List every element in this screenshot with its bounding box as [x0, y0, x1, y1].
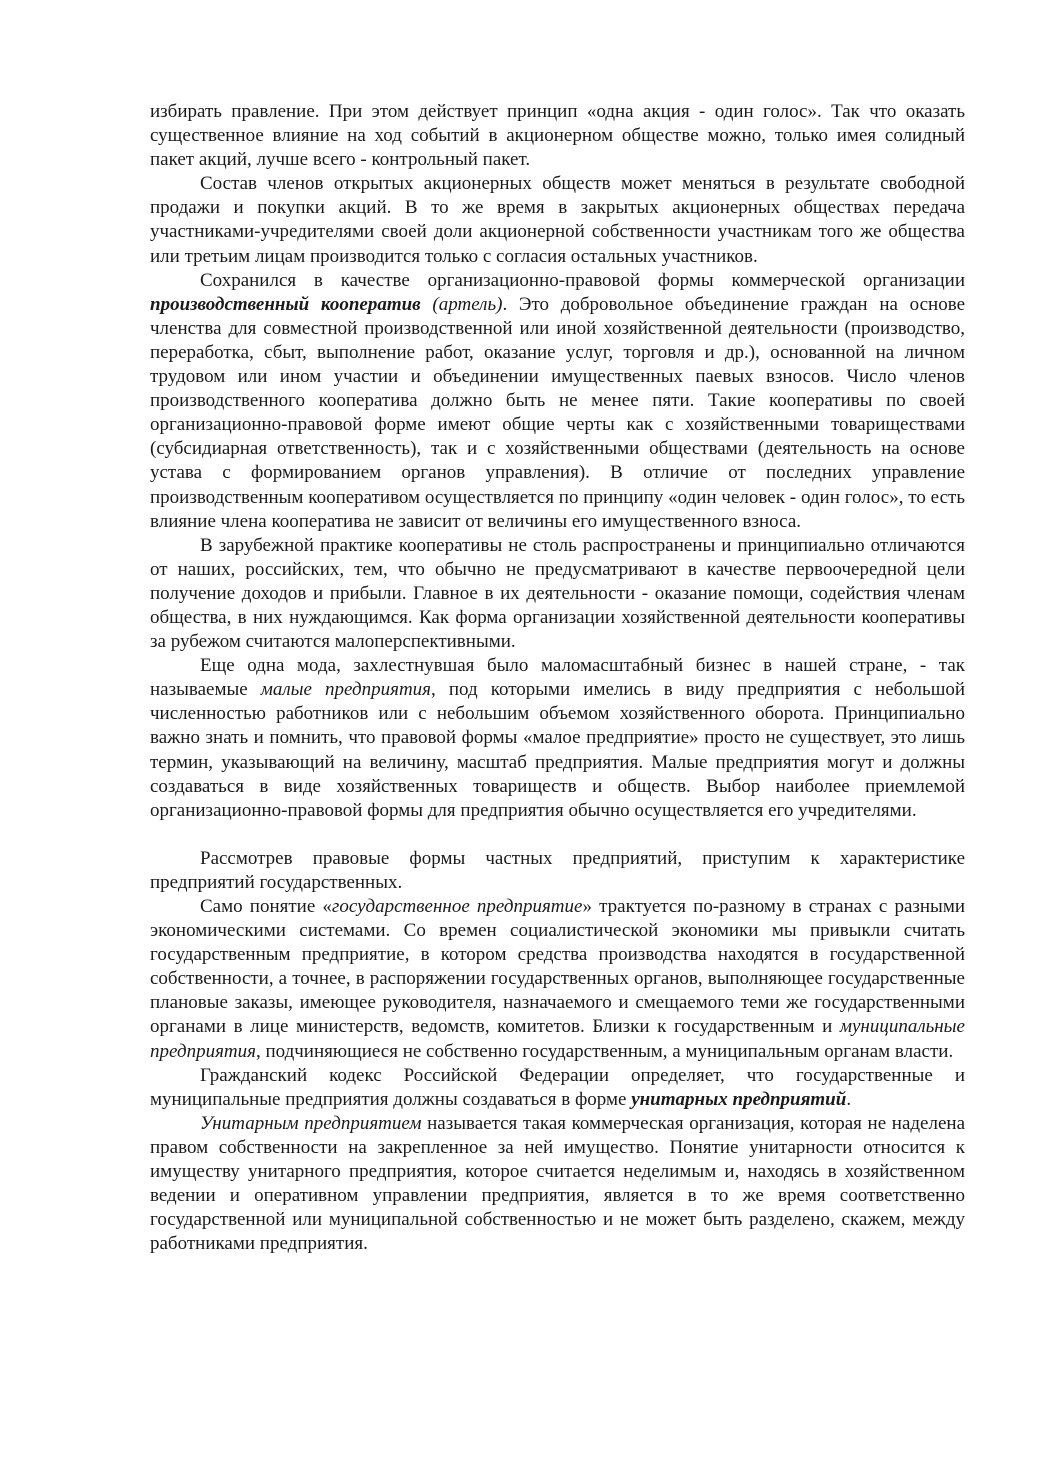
paragraph-gap [150, 823, 965, 847]
paragraph-p8 [150, 1064, 965, 1112]
paragraph-text: , под которыми имелись в виду предприятия с небольшой численностью работников или с небольшим объемом хозяйственного оборота. Принципиально важно знать и помнить, что правовой формы «малое предприятие» просто не существует, это лишь термин, указывающий на величину, масштаб предприятия. Малые предприятия могут и должны создаваться в виде хозяйственных товариществ и обществ. Выбор наиболее приемлемой организационно-правовой формы для предприятия обычно осуществляется его учредителями. [150, 679, 966, 821]
emphasis-text: государственное предприятие [331, 896, 583, 917]
paragraph-p7 [150, 895, 965, 1064]
paragraph-text: избирать правление. При этом действует принцип «одна акция - один голос». Так что оказать существенное влияние на ход событий в акционерном обществе можно, только имея солидный пакет акций, лучше всего - контрольный пакет. [150, 101, 965, 171]
document-page [150, 100, 965, 1256]
paragraph-text: , подчиняющиеся не собственно государственным, а муниципальным органам власти. [255, 1040, 954, 1062]
paragraph-text: Сохранился в качестве организационно-правовой формы коммерческой организации [200, 269, 965, 291]
paragraph-p9 [150, 1112, 965, 1257]
paragraph-text: Еще одна мода, захлестнувшая было маломасштабный бизнес в нашей стране, - так называемые [150, 655, 965, 701]
emphasis-text: малые предприятия [260, 679, 432, 701]
paragraph-text: . Это добровольное объединение граждан на основе членства для совместной производственной или иной хозяйственной деятельности (производство, переработка, сбыт, выполнение работ, оказание услуг, торговля и др.), основанной на личном трудовом или ином участии и объединении имущественных паевых взносов. Число членов производственного кооператива должно быть не менее пяти. Такие кооперативы по своей организационно-правовой форме имеют общие черты как с хозяйственными товариществами (субсидиарная ответственность), так и с хозяйственными обществами (деятельность на основе устава с формированием органов управления). В отличие от последних управление производственным кооперативом осуществляется по принципу «один человек - один голос», то есть влияние члена кооператива не зависит от величины его имущественного взноса. [150, 293, 966, 532]
emphasis-text: унитарных предприятий [631, 1088, 847, 1110]
paragraph-text: . [846, 1088, 852, 1110]
paragraph-p3 [150, 269, 965, 534]
paragraph-text: Гражданский кодекс Российской Федерации определяет, что государственные и муниципальные предприятия должны создаваться в форме [150, 1064, 965, 1110]
paragraph-p6 [150, 847, 965, 895]
paragraph-p5 [150, 654, 965, 823]
paragraph-text: Рассмотрев правовые формы частных предприятий, приступим к характеристике предприятий государственных. [150, 847, 965, 893]
paragraph-text: Само понятие « [200, 896, 332, 917]
paragraph-text: » трактуется по-разному в странах с разными экономическими системами. Со времен социалистической экономики мы привыкли считать государственным предприятие, в котором средства производства находятся в государственной собственности, а точнее, в распоряжении государственных органов, выполняющее государственные плановые заказы, имеющее руководителя, назначаемого и смещаемого теми же государственными органами в лице министерств, ведомств, комитетов. Близки к государственным и [150, 896, 966, 1038]
emphasis-text: Унитарным предприятием [200, 1112, 422, 1134]
paragraph-p4 [150, 534, 965, 654]
emphasis-text: производственный кооператив [150, 293, 421, 315]
paragraph-p1 [150, 100, 965, 172]
emphasis-text: (артель) [432, 293, 503, 315]
paragraph-p2 [150, 172, 965, 268]
emphasis-text: муниципальные предприятия [150, 1016, 965, 1062]
paragraph-text: называется такая коммерческая организация, которая не наделена правом собственности на закрепленное за ней имущество. Понятие унитарности относится к имуществу унитарного предприятия, которое считается неделимым и, находясь в хозяйственном ведении и оперативном управлении предприятия, является в то же время соответственно государственной или муниципальной собственностью и не может быть разделено, скажем, между работниками предприятия. [150, 1112, 965, 1255]
paragraph-text: В зарубежной практике кооперативы не столь распространены и принципиально отличаются от наших, российских, тем, что обычно не предусматривают в качестве первоочередной цели получение доходов и прибыли. Главное в их деятельности - оказание помощи, содействия членам общества, в них нуждающимся. Как форма организации хозяйственной деятельности кооперативы за рубежом считаются малоперспективными. [150, 534, 965, 653]
paragraph-text [421, 294, 433, 315]
paragraph-text: Состав членов открытых акционерных обществ может меняться в результате свободной продажи и покупки акций. В то же время в закрытых акционерных обществах передача участниками-учредителями своей доли акционерной собственности участникам того же общества или третьим лицам производится только с согласия остальных участников. [150, 173, 965, 267]
